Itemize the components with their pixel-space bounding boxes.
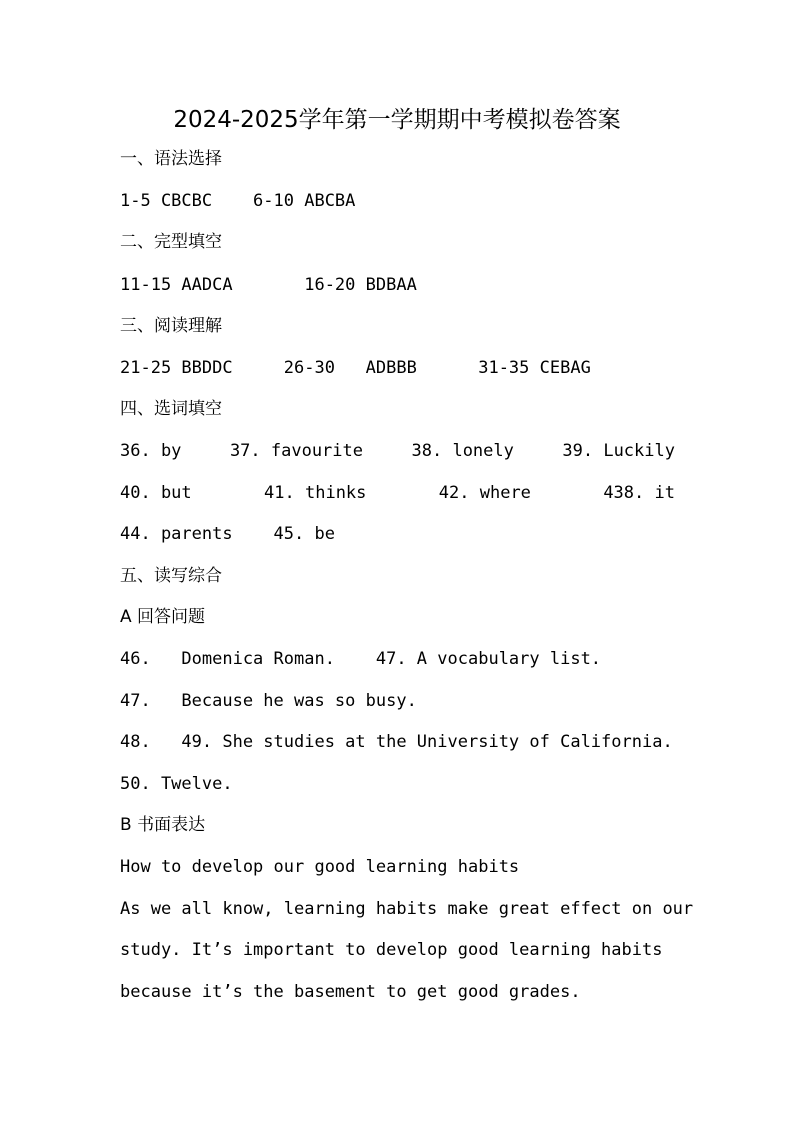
essay-title: How to develop our good learning habits [120, 857, 520, 877]
section-reading-heading: 三、阅读理解 [120, 316, 222, 336]
grammar-answers: 1-5 CBCBC 6-10 ABCBA [120, 191, 356, 211]
section-cloze-heading: 二、完型填空 [120, 232, 222, 252]
essay-line-1: As we all know, learning habits make great effect on our [120, 899, 694, 919]
answer-42: 42. where [438, 483, 531, 503]
essay-line-2: study. It’s important to develop good learning habits [120, 940, 663, 960]
section-word-fill-heading: 四、选词填空 [120, 399, 222, 419]
answer-40: 40. but [120, 483, 192, 503]
reading-answers: 21-25 BBDDC 26-30 ADBBB 31-35 CEBAG [120, 358, 591, 378]
answer-38: 38. lonely [411, 441, 514, 461]
word-fill-row-3: 44. parents 45. be [120, 524, 335, 544]
part-b-heading: B 书面表达 [120, 815, 206, 835]
section-read-write-heading: 五、读写综合 [120, 566, 222, 586]
essay-line-3: because it’s the basement to get good grades. [120, 982, 581, 1002]
answer-41: 41. thinks [264, 483, 367, 503]
answer-43: 438. it [603, 483, 675, 503]
answer-36: 36. by [120, 441, 182, 461]
part-a-heading: A 回答问题 [120, 607, 206, 627]
word-fill-row-1 [120, 440, 675, 462]
word-fill-row-2 [120, 482, 675, 504]
answer-50: 50. Twelve. [120, 774, 233, 794]
section-grammar-heading: 一、语法选择 [120, 149, 222, 169]
answer-39: 39. Luckily [562, 441, 675, 461]
page-title: 2024-2025学年第一学期期中考模拟卷答案 [173, 107, 621, 133]
cloze-answers: 11-15 AADCA 16-20 BDBAA [120, 275, 417, 295]
answer-46-47: 46. Domenica Roman. 47. A vocabulary list. [120, 649, 602, 669]
answer-47-second: 47. Because he was so busy. [120, 691, 417, 711]
answer-48-49: 48. 49. She studies at the University of California. [120, 732, 673, 752]
answer-37: 37. favourite [229, 441, 363, 461]
